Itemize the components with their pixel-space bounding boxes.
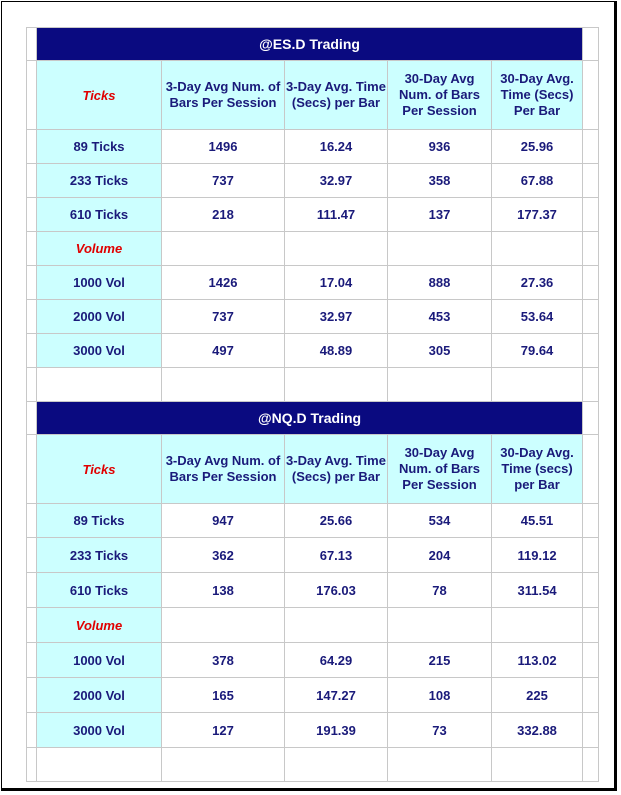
row-label: 1000 Vol [37, 266, 162, 300]
cell-value: 32.97 [285, 164, 388, 198]
cell-value: 127 [162, 713, 285, 748]
trading-table [26, 27, 599, 782]
es-header-3day-bars: 3-Day Avg Num. of Bars Per Session [162, 61, 285, 130]
cell-value: 64.29 [285, 643, 388, 678]
cell-value: 113.02 [492, 643, 583, 678]
cell-value: 362 [162, 538, 285, 573]
row-label: 1000 Vol [37, 643, 162, 678]
table-row [27, 678, 599, 713]
nq-header-30day-time: 30-Day Avg. Time (secs) per Bar [492, 435, 583, 504]
row-label: 610 Ticks [37, 198, 162, 232]
cell-value: 45.51 [492, 504, 583, 538]
cell-value: 79.64 [492, 334, 583, 368]
row-label: 2000 Vol [37, 678, 162, 713]
row-label: 89 Ticks [37, 504, 162, 538]
nq-title: @NQ.D Trading [37, 402, 583, 435]
cell-value: 16.24 [285, 130, 388, 164]
cell-value: 378 [162, 643, 285, 678]
cell-value: 73 [388, 713, 492, 748]
es-ticks-header: Ticks [37, 61, 162, 130]
cell-value: 534 [388, 504, 492, 538]
row-label: 2000 Vol [37, 300, 162, 334]
table-row [27, 130, 599, 164]
cell-value: 497 [162, 334, 285, 368]
cell-value: 936 [388, 130, 492, 164]
cell-value: 947 [162, 504, 285, 538]
cell-value: 25.66 [285, 504, 388, 538]
nq-volume-row [27, 608, 599, 643]
cell-value: 27.36 [492, 266, 583, 300]
cell-value: 225 [492, 678, 583, 713]
table-row [27, 504, 599, 538]
es-header-30day-bars: 30-Day Avg Num. of Bars Per Session [388, 61, 492, 130]
cell-value: 358 [388, 164, 492, 198]
cell-value: 215 [388, 643, 492, 678]
nq-header-3day-bars: 3-Day Avg Num. of Bars Per Session [162, 435, 285, 504]
table-row [27, 713, 599, 748]
es-header-row [27, 61, 599, 130]
cell-value: 204 [388, 538, 492, 573]
cell-value: 191.39 [285, 713, 388, 748]
nq-ticks-header: Ticks [37, 435, 162, 504]
cell-value: 1426 [162, 266, 285, 300]
cell-value: 78 [388, 573, 492, 608]
cell-value: 25.96 [492, 130, 583, 164]
es-title: @ES.D Trading [37, 28, 583, 61]
table-row [27, 266, 599, 300]
cell-value: 108 [388, 678, 492, 713]
cell-value: 67.88 [492, 164, 583, 198]
es-volume-row [27, 232, 599, 266]
cell-value: 737 [162, 300, 285, 334]
es-volume-label: Volume [37, 232, 162, 266]
cell-value: 53.64 [492, 300, 583, 334]
trading-grid [26, 27, 598, 782]
cell-value: 48.89 [285, 334, 388, 368]
cell-value: 147.27 [285, 678, 388, 713]
row-label: 233 Ticks [37, 538, 162, 573]
cell-value: 138 [162, 573, 285, 608]
cell-value: 17.04 [285, 266, 388, 300]
nq-header-30day-bars: 30-Day Avg Num. of Bars Per Session [388, 435, 492, 504]
cell-value: 305 [388, 334, 492, 368]
cell-value: 218 [162, 198, 285, 232]
table-row [27, 643, 599, 678]
row-label: 610 Ticks [37, 573, 162, 608]
cell-value: 32.97 [285, 300, 388, 334]
cell-value: 177.37 [492, 198, 583, 232]
cell-value: 165 [162, 678, 285, 713]
es-title-row [27, 28, 599, 61]
cell-value: 332.88 [492, 713, 583, 748]
blank-row [27, 368, 599, 402]
cell-value: 311.54 [492, 573, 583, 608]
table-row [27, 198, 599, 232]
es-header-30day-time: 30-Day Avg. Time (Secs) Per Bar [492, 61, 583, 130]
row-label: 3000 Vol [37, 713, 162, 748]
table-row [27, 164, 599, 198]
nq-header-row [27, 435, 599, 504]
table-row [27, 573, 599, 608]
cell-value: 1496 [162, 130, 285, 164]
row-label: 89 Ticks [37, 130, 162, 164]
spreadsheet-page [1, 1, 617, 791]
blank-row [27, 748, 599, 782]
table-row [27, 300, 599, 334]
es-header-3day-time: 3-Day Avg. Time (Secs) per Bar [285, 61, 388, 130]
nq-volume-label: Volume [37, 608, 162, 643]
cell-value: 119.12 [492, 538, 583, 573]
nq-header-3day-time: 3-Day Avg. Time (Secs) per Bar [285, 435, 388, 504]
row-label: 233 Ticks [37, 164, 162, 198]
row-label: 3000 Vol [37, 334, 162, 368]
cell-value: 67.13 [285, 538, 388, 573]
cell-value: 888 [388, 266, 492, 300]
cell-value: 137 [388, 198, 492, 232]
table-row [27, 538, 599, 573]
cell-value: 111.47 [285, 198, 388, 232]
table-row [27, 334, 599, 368]
cell-value: 737 [162, 164, 285, 198]
cell-value: 176.03 [285, 573, 388, 608]
cell-value: 453 [388, 300, 492, 334]
nq-title-row [27, 402, 599, 435]
